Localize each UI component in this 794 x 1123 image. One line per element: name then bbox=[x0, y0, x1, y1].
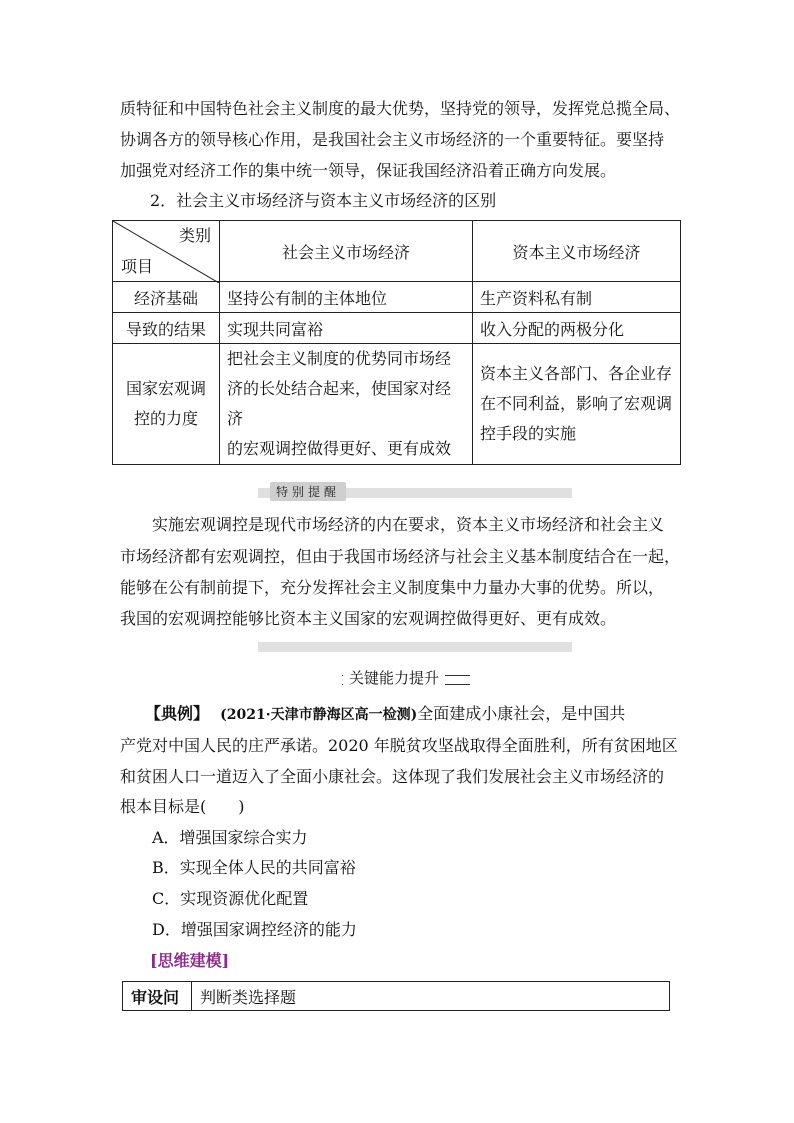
row-capitalist: 资本主义各部门、各企业存 在不同利益，影响了宏观调 控手段的实施 bbox=[473, 344, 681, 465]
tip-line: 实施宏观调控是现代市场经济的内在要求，资本主义市场经济和社会主义 bbox=[152, 515, 665, 534]
think-key: 审设问 bbox=[123, 982, 192, 1011]
section-title: 2．社会主义市场经济与资本主义市场经济的区别 bbox=[150, 191, 497, 210]
corner-top-label: 类别 bbox=[178, 226, 211, 245]
row-capitalist: 收入分配的两极分化 bbox=[473, 313, 681, 344]
comparison-table bbox=[112, 220, 681, 465]
corner-cell bbox=[113, 221, 220, 282]
intro-line: 协调各方的领导核心作用，是我国社会主义市场经济的一个重要特征。要坚持 bbox=[120, 130, 665, 149]
row-socialist: 实现共同富裕 bbox=[220, 313, 473, 344]
row-item: 导致的结果 bbox=[113, 313, 220, 344]
tip-line: 我国的宏观调控能够比资本主义国家的宏观调控做得更好、更有成效。 bbox=[120, 609, 617, 628]
intro-line: 加强党对经济工作的集中统一领导，保证我国经济沿着正确方向发展。 bbox=[120, 161, 617, 180]
row-socialist: 坚持公有制的主体地位 bbox=[220, 282, 473, 313]
corner-bottom-label: 项目 bbox=[121, 257, 154, 276]
option-b: B．实现全体人民的共同富裕 bbox=[152, 858, 356, 877]
tip-label: 特别提醒 bbox=[270, 482, 346, 501]
row-socialist: 把社会主义制度的优势同市场经 济的长处结合起来，使国家对经济 的宏观调控做得更好、更有成效 bbox=[220, 344, 473, 465]
example-first-line bbox=[145, 704, 625, 725]
row-capitalist: 生产资料私有制 bbox=[473, 282, 681, 313]
tip-line: 市场经济都有宏观调控，但由于我国市场经济与社会主义基本制度结合在一起， bbox=[120, 547, 681, 566]
row-item: 国家宏观调 控的力度 bbox=[113, 344, 220, 465]
think-table bbox=[122, 981, 670, 1011]
model-label: [思维建模] bbox=[150, 951, 230, 970]
option-d: D．增强国家调控经济的能力 bbox=[152, 920, 357, 939]
example-line: 根本目标是( ) bbox=[120, 797, 245, 816]
example-line: 和贫困人口一道迈入了全面小康社会。这体现了我们发展社会主义市场经济的 bbox=[120, 767, 665, 786]
example-tag: 【典例】 bbox=[145, 704, 210, 723]
think-value: 判断类选择题 bbox=[192, 982, 670, 1011]
header-capitalist: 资本主义市场经济 bbox=[473, 221, 681, 282]
example-text: 全面建成小康社会，是中国共 bbox=[417, 704, 626, 723]
option-a: A．增强国家综合实力 bbox=[152, 828, 308, 847]
header-socialist: 社会主义市场经济 bbox=[220, 221, 473, 282]
row-item: 经济基础 bbox=[113, 282, 220, 313]
intro-line: 质特征和中国特色社会主义制度的最大优势，坚持党的领导，发挥党总揽全局、 bbox=[120, 99, 681, 118]
tip-end-bar bbox=[258, 642, 572, 652]
tip-line: 能够在公有制前提下，充分发挥社会主义制度集中力量办大事的优势。所以， bbox=[120, 578, 665, 597]
option-c: C．实现资源优化配置 bbox=[152, 889, 309, 908]
example-line: 产党对中国人民的庄严承诺。2020 年脱贫攻坚战取得全面胜利，所有贫困地区 bbox=[120, 736, 678, 755]
example-source: (2021·天津市静海区高一检测) bbox=[220, 707, 418, 723]
capability-label: 关键能力提升 bbox=[343, 667, 445, 688]
